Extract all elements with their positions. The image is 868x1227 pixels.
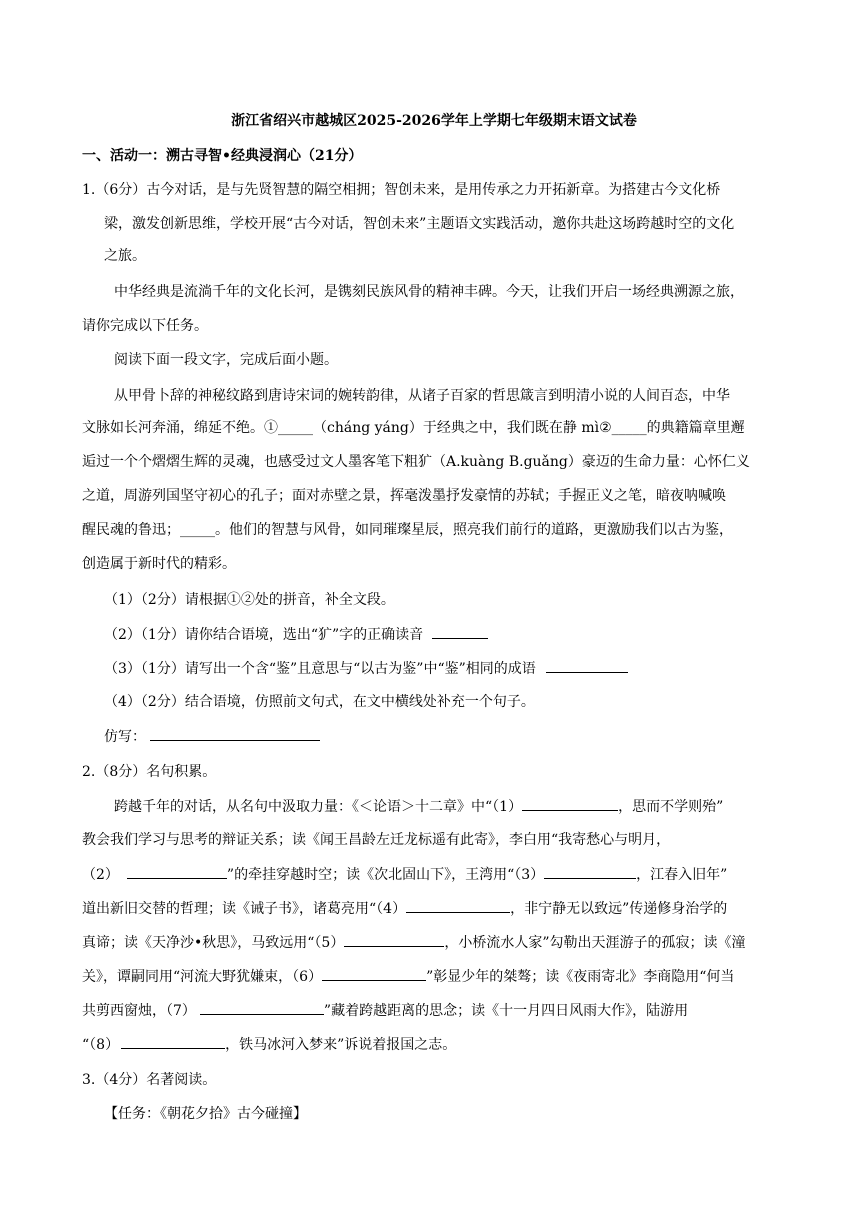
q1-p1a: 中华经典是流淌千年的文化长河，是镌刻民族风骨的精神丰碑。今天，让我们开启一场经典溯源之旅， [114, 284, 744, 300]
answer-blank[interactable] [322, 966, 426, 981]
q1-p2: 阅读下面一段文字，完成后面小题。 [114, 352, 338, 368]
q2-line8 [82, 1034, 456, 1055]
answer-blank[interactable] [200, 1000, 324, 1015]
page-title: 浙江省绍兴市越城区2025-2026学年上学期七年级期末语文试卷 [231, 113, 637, 129]
q2-line7-b: ”藏着跨越距离的思念；读《十一月四日风雨大作》，陆游用 [323, 1003, 689, 1019]
q1-sub2-text: （2）（1分）请你结合语境，选出“犷”字的正确读音 [104, 627, 424, 643]
q2-line8-a: “（8） [82, 1037, 120, 1053]
q2-line8-b: ，铁马冰河入梦来”诉说着报国之志。 [225, 1037, 457, 1053]
answer-blank[interactable] [406, 898, 510, 913]
q1-imitation [104, 726, 320, 747]
q2-line3-b: ”的牵挂穿越时空；读《次北固山下》，王湾用“（3） [226, 867, 545, 883]
q1-p3a: 从甲骨卜辞的神秘纹路到唐诗宋词的婉转韵律，从诸子百家的哲思箴言到明清小说的人间百态，中华 [114, 388, 730, 404]
q2-line7 [82, 1000, 688, 1021]
answer-blank[interactable] [344, 932, 444, 947]
answer-blank[interactable] [432, 624, 488, 639]
q1-p3c: 逅过一个个熠熠生辉的灵魂，也感受过文人墨客笔下粗犷（A.kuàng B.guǎng）豪迈的生命力量：心怀仁义 [82, 454, 750, 470]
answer-blank[interactable] [150, 726, 320, 741]
q2-line5-a: 真谛；读《天净沙•秋思》，马致远用“（5） [82, 935, 345, 951]
q2-line6 [82, 966, 734, 987]
q1-p3b: 文脉如长河奔涌，绵延不绝。①_____（cháng yáng）于经典之中，我们既在静 mì②_____的典籍篇章里邂 [82, 420, 745, 436]
q2-line1-a: 跨越千年的对话，从名句中汲取力量：《＜论语＞十二章》中“（1） [114, 799, 523, 815]
q1-sub1: （1）（2分）请根据①②处的拼音，补全文段。 [104, 592, 395, 608]
q1-p3f: 创造属于新时代的精彩。 [82, 556, 236, 572]
q1-p3e: 醒民魂的鲁迅；_____。他们的智慧与风骨，如同璀璨星辰，照亮我们前行的道路，更激励我们以古为鉴， [82, 522, 733, 538]
q1-sub4: （4）（2分）结合语境，仿照前文句式，在文中横线处补充一个句子。 [104, 694, 535, 710]
answer-blank[interactable] [544, 864, 636, 879]
q2-line7-a: 共剪西窗烛，（7） [82, 1003, 196, 1019]
q1-sub3 [104, 658, 628, 679]
answer-blank[interactable] [522, 796, 618, 811]
q1-p1b: 请你完成以下任务。 [82, 318, 208, 334]
q3-task: 【任务：《朝花夕拾》古今碰撞】 [104, 1106, 307, 1122]
answer-blank[interactable] [121, 1034, 225, 1049]
q2-line3 [82, 864, 727, 885]
q2-line1-b: ，思而不学则殆” [618, 799, 724, 815]
q1-sub3-text: （3）（1分）请写出一个含“鉴”且意思与“以古为鉴”中“鉴”相同的成语 [104, 661, 536, 677]
answer-blank[interactable] [546, 658, 628, 673]
q2-line1 [114, 796, 723, 817]
q1-line2: 梁，激发创新思维，学校开展“古今对话，智创未来”主题语文实践活动，邀你共赴这场跨越时空的文化 [104, 216, 735, 232]
q2-line4 [82, 898, 727, 919]
q2-line5 [82, 932, 745, 953]
q2-line2: 教会我们学习与思考的辩证关系；读《闻王昌龄左迁龙标遥有此寄》，李白用“我寄愁心与明月， [82, 832, 671, 848]
q2-line4-b: ，非宁静无以致远”传递修身治学的 [510, 901, 728, 917]
q2-line4-a: 道出新旧交替的哲理；读《诫子书》，诸葛亮用“（4） [82, 901, 407, 917]
q2-line6-a: 关》，谭嗣同用“河流大野犹嫌束，（6） [82, 969, 323, 985]
q3-heading: 3.（4分）名著阅读。 [82, 1072, 217, 1088]
q2-line6-b: ”彰显少年的桀骜；读《夜雨寄北》李商隐用“何当 [426, 969, 735, 985]
q1-p3d: 之道，周游列国坚守初心的孔子；面对赤壁之景，挥毫泼墨抒发豪情的苏轼；手握正义之笔，暗夜呐喊唤 [82, 488, 726, 504]
imitation-label: 仿写： [104, 729, 146, 745]
q2-line3-c: ，江春入旧年” [636, 867, 728, 883]
answer-blank[interactable] [127, 864, 227, 879]
q1-sub2 [104, 624, 488, 645]
q2-line5-b: ，小桥流水人家”勾勒出天涯游子的孤寂；读《潼 [444, 935, 746, 951]
q1-line1: 1.（6分）古今对话，是与先贤智慧的隔空相拥；智创未来，是用传承之力开拓新章。为搭建古今文化桥 [82, 182, 721, 198]
q2-heading: 2.（8分）名句积累。 [82, 764, 217, 780]
section-heading: 一、活动一：溯古寻智•经典浸润心（21分） [82, 148, 363, 164]
q1-line3: 之旅。 [104, 248, 146, 264]
q2-line3-a: （2） [82, 867, 119, 883]
